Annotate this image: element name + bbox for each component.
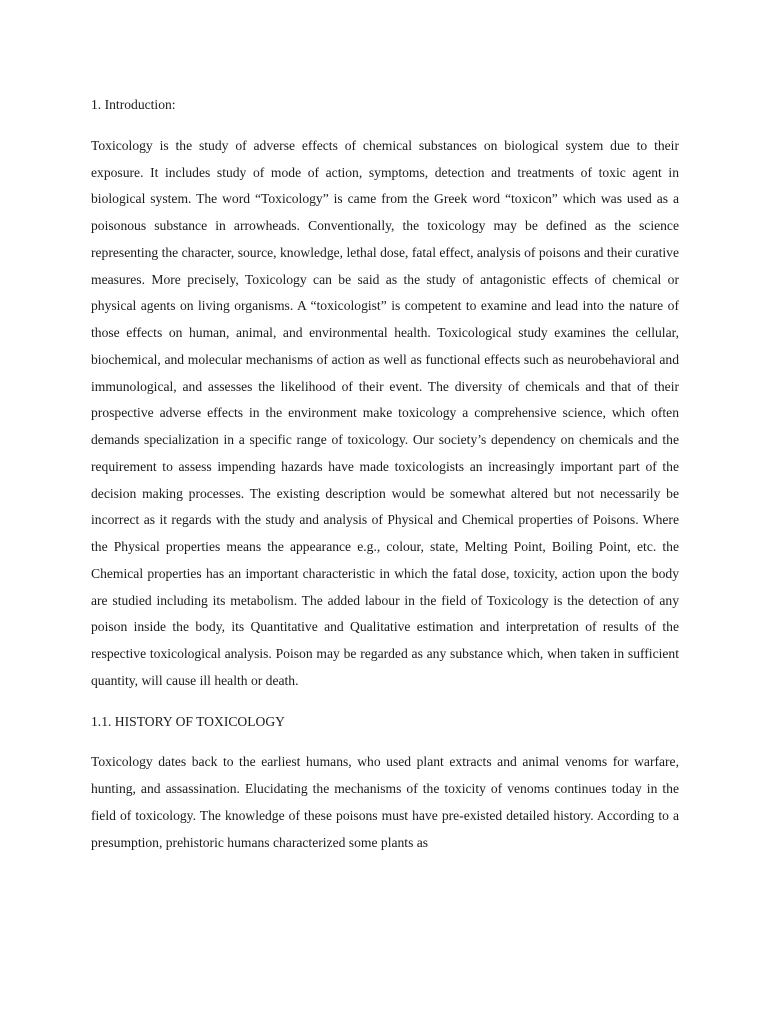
history-heading: 1.1. HISTORY OF TOXICOLOGY	[91, 713, 285, 729]
document-page	[91, 92, 679, 870]
intro-heading: 1. Introduction:	[91, 97, 176, 112]
intro-paragraph: Toxicology is the study of adverse effects of chemical substances on biological system due to their exposure. It includes study of mode of action, symptoms, detection and treatments of toxic agent in biological system. The word “Toxicology” is came from the Greek word “toxicon” which was used as a poisonous substance in arrowheads. Conventionally, the toxicology may be defined as the science representing the character, source, knowledge, lethal dose, fatal effect, analysis of poisons and their curative measures. More precisely, Toxicology can be said as the study of antagonistic effects of chemical or physical agents on living organisms. A “toxicologist” is competent to examine and lead into the nature of those effects on human, animal, and environmental health. Toxicological study examines the cellular, biochemical, and molecular mechanisms of action as well as functional effects such as neurobehavioral and immunological, and assesses the likelihood of their event. The diversity of chemicals and that of their prospective adverse effects in the environment make toxicology a comprehensive science, which often demands specialization in a specific range of toxicology. Our society’s dependency on chemicals and the requirement to assess impending hazards have made toxicologists an increasingly important part of the decision making processes. The existing description would be somewhat altered but not necessarily be incorrect as it regards with the study and analysis of Physical and Chemical properties of Poisons. Where the Physical properties means the appearance e.g., colour, state, Melting Point, Boiling Point, etc. the Chemical properties has an important characteristic in which the fatal dose, toxicity, action upon the body are studied including its metabolism. The added labour in the field of Toxicology is the detection of any poison inside the body, its Quantitative and Qualitative estimation and interpretation of results of the respective toxicological analysis. Poison may be regarded as any substance which, when taken in sufficient quantity, will cause ill health or death.	[91, 137, 679, 688]
history-paragraph: Toxicology dates back to the earliest humans, who used plant extracts and animal venoms for warfare, hunting, and assassination. Elucidating the mechanisms of the toxicity of venoms continues today in the field of toxicology. The knowledge of these poisons must have pre-existed detailed history. According to a presumption, prehistoric humans characterized some plants as	[91, 754, 679, 850]
